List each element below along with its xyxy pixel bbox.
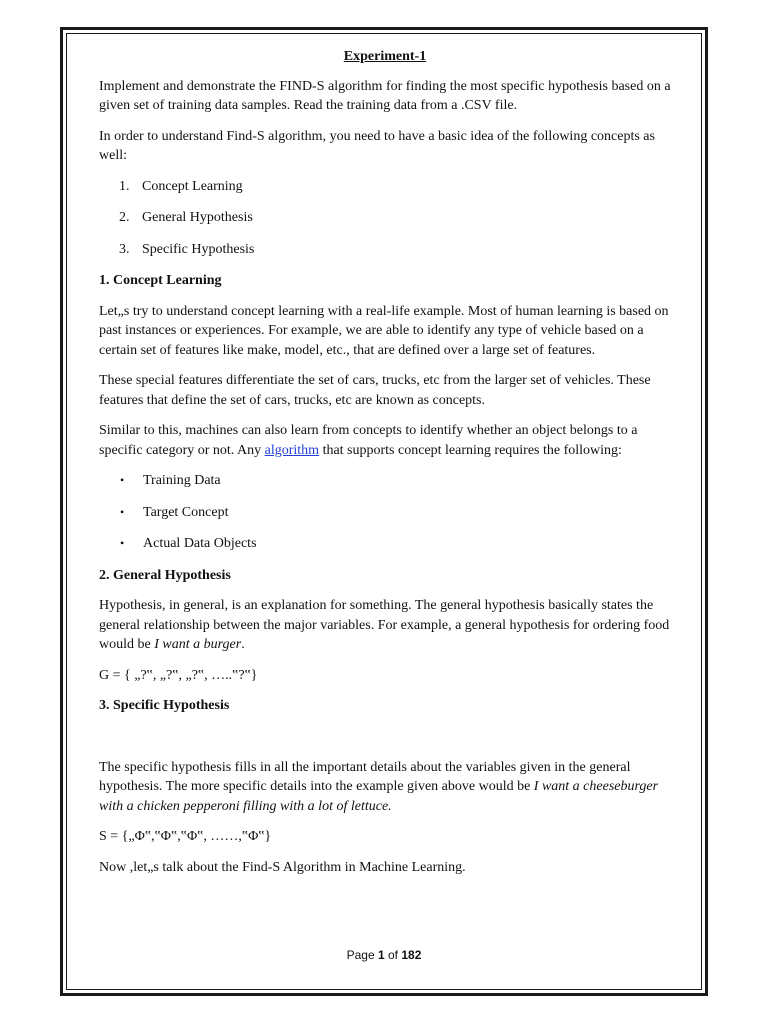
paragraph-text: Similar to this, machines can also learn from concepts to identify whether an object belongs to a specific category or not. Any (99, 423, 638, 458)
intro-paragraph-1: Implement and demonstrate the FIND-S algorithm for finding the most specific hypothesis based on a given set of training data samples. Read the training data from a .CSV file. (99, 78, 671, 113)
experiment-title: Experiment-1 (343, 49, 427, 64)
list-item (99, 208, 671, 228)
requirements-list (99, 471, 671, 554)
page-number-total: 182 (401, 948, 422, 962)
list-number: 2. (119, 210, 130, 225)
specific-hypothesis-formula: S = {„Φ‟,‟Φ‟,‟Φ‟, ……,‟Φ‟} (99, 829, 272, 844)
list-item (99, 534, 671, 554)
bullet-icon: • (120, 473, 125, 487)
italic-example: I want a cheeseburger with a chicken pepperoni filling with a lot of lettuce. (99, 779, 659, 814)
concepts-list (99, 177, 671, 260)
list-label: Training Data (143, 473, 221, 488)
list-label: Specific Hypothesis (142, 241, 255, 257)
specific-hypothesis-paragraph (99, 758, 671, 817)
footer-prefix: Page (346, 948, 378, 962)
bullet-icon: • (120, 504, 125, 519)
intro-paragraph-2: In order to understand Find-S algorithm, you need to have a basic idea of the following concepts as well: (99, 128, 655, 163)
bullet-icon: • (120, 536, 125, 550)
list-item (99, 240, 671, 260)
section-heading-concept-learning: 1. Concept Learning (99, 273, 222, 288)
section-heading-specific-hypothesis: 3. Specific Hypothesis (99, 698, 230, 713)
list-label: Target Concept (143, 504, 229, 520)
list-item (99, 471, 671, 491)
general-hypothesis-paragraph (99, 596, 671, 655)
blank-space (99, 727, 671, 758)
italic-example: I want a burger (154, 637, 242, 652)
algorithm-link[interactable]: algorithm (264, 442, 320, 458)
footer-middle: of (384, 948, 402, 962)
paragraph-text: The specific hypothesis fills in all the important details about the variables given in the general hypothesis. The more specific details into the example given above would be (99, 759, 631, 794)
concept-learning-paragraph-2: These special features differentiate the set of cars, trucks, etc from the larger set of vehicles. These features that define the set of cars, trucks, etc are known as concepts. (99, 373, 651, 408)
section-heading-general-hypothesis: 2. General Hypothesis (99, 567, 231, 583)
list-label: Concept Learning (142, 178, 243, 194)
document-body (99, 47, 671, 888)
closing-paragraph: Now ,let„s talk about the Find-S Algorithm in Machine Learning. (99, 859, 466, 875)
list-label: Actual Data Objects (143, 536, 257, 551)
paragraph-text: Hypothesis, in general, is an explanation for something. The general hypothesis basically states the general relationship between the major variables. For example, a general hypothesis for ordering food would be (99, 598, 670, 652)
general-hypothesis-formula: G = { „?‟, „?‟, „?‟, …..‟?‟} (99, 667, 258, 683)
list-item (99, 503, 671, 523)
page-number-current: 1 (377, 948, 385, 962)
paragraph-text: that supports concept learning requires the following: (319, 442, 622, 458)
concept-learning-paragraph-3 (99, 421, 671, 460)
paragraph-text: . (241, 637, 245, 652)
list-label: General Hypothesis (142, 210, 253, 225)
list-number: 3. (119, 241, 130, 257)
list-number: 1. (119, 178, 130, 194)
page-footer (0, 948, 768, 962)
list-item (99, 177, 671, 197)
concept-learning-paragraph-1: Let„s try to understand concept learning with a real-life example. Most of human learning is based on past instances or experiences. For example, we are able to identify any type of vehicle based on a certain set of features like make, model, etc., that are defined over a large set of features. (99, 303, 669, 358)
